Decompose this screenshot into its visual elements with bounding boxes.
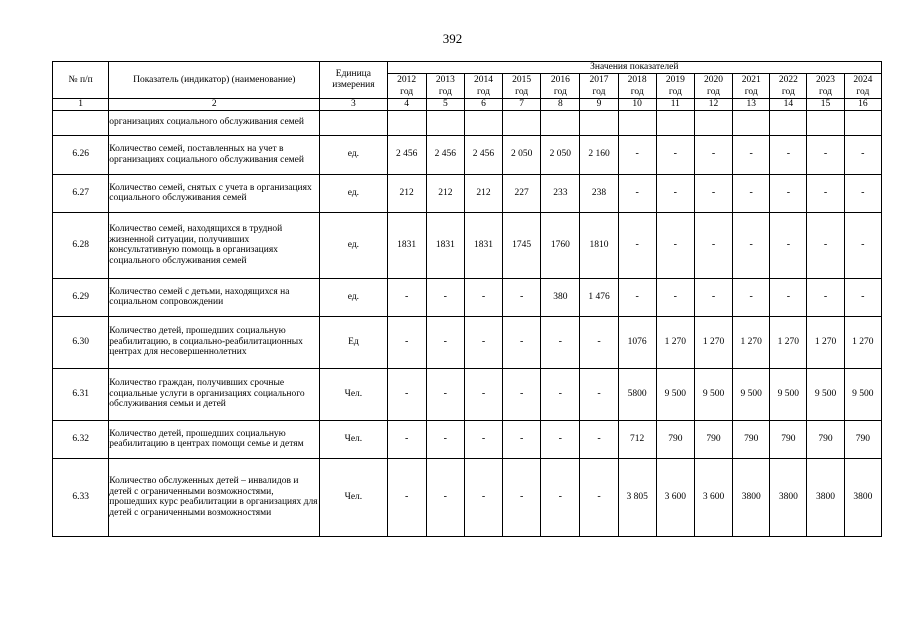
value-cell xyxy=(503,110,541,135)
table-body xyxy=(53,110,882,536)
row-number: 6.29 xyxy=(53,278,109,316)
value-cell: 233 xyxy=(541,174,580,212)
value-cell: 9 500 xyxy=(656,368,694,420)
column-number-cell: 4 xyxy=(387,98,426,110)
year-header-cell xyxy=(387,73,426,98)
value-cell: - xyxy=(770,135,807,174)
column-number-cell: 7 xyxy=(503,98,541,110)
column-number-row xyxy=(53,98,882,110)
value-cell: 790 xyxy=(733,420,770,458)
table-row xyxy=(53,174,882,212)
value-cell: - xyxy=(694,278,732,316)
column-number-cell: 3 xyxy=(320,98,387,110)
value-cell: - xyxy=(464,316,502,368)
value-cell xyxy=(656,110,694,135)
row-number: 6.30 xyxy=(53,316,109,368)
row-number: 6.26 xyxy=(53,135,109,174)
value-cell xyxy=(387,110,426,135)
value-cell: - xyxy=(541,420,580,458)
value-cell: 3 805 xyxy=(618,458,656,536)
value-cell: 380 xyxy=(541,278,580,316)
value-cell xyxy=(618,110,656,135)
table-row xyxy=(53,110,882,135)
value-cell: - xyxy=(464,420,502,458)
value-cell: - xyxy=(541,458,580,536)
unit-cell: Чел. xyxy=(320,458,387,536)
value-cell xyxy=(844,110,881,135)
value-cell: - xyxy=(656,278,694,316)
value-cell: 3 600 xyxy=(694,458,732,536)
value-cell: - xyxy=(426,368,464,420)
value-cell: - xyxy=(387,458,426,536)
year-header-cell xyxy=(580,73,618,98)
year-suffix: год xyxy=(553,86,567,97)
value-cell: - xyxy=(580,316,618,368)
value-cell: 1 270 xyxy=(807,316,844,368)
value-cell: - xyxy=(387,278,426,316)
value-cell: 238 xyxy=(580,174,618,212)
year-suffix: год xyxy=(477,86,490,97)
value-cell: 212 xyxy=(426,174,464,212)
column-number-cell: 15 xyxy=(807,98,844,110)
value-cell: - xyxy=(807,278,844,316)
value-cell: - xyxy=(807,135,844,174)
year-header-cell xyxy=(694,73,732,98)
year-suffix: год xyxy=(707,86,721,97)
header-values: Значения показателей xyxy=(387,62,881,74)
value-cell: 212 xyxy=(387,174,426,212)
value-cell: 9 500 xyxy=(807,368,844,420)
value-cell: - xyxy=(694,212,732,278)
value-cell: - xyxy=(844,278,881,316)
value-cell: 2 160 xyxy=(580,135,618,174)
value-cell: - xyxy=(541,316,580,368)
value-cell: 1 270 xyxy=(844,316,881,368)
column-number-cell: 10 xyxy=(618,98,656,110)
value-cell: - xyxy=(426,278,464,316)
value-cell: 1831 xyxy=(464,212,502,278)
value-cell: 1076 xyxy=(618,316,656,368)
year-suffix: год xyxy=(781,86,795,97)
value-cell: - xyxy=(733,212,770,278)
year-suffix: год xyxy=(592,86,606,97)
value-cell: - xyxy=(618,278,656,316)
row-number xyxy=(53,110,109,135)
value-cell: 712 xyxy=(618,420,656,458)
column-number-cell: 1 xyxy=(53,98,109,110)
value-cell: 1831 xyxy=(387,212,426,278)
year-label: 2024 xyxy=(853,74,873,85)
value-cell: 790 xyxy=(807,420,844,458)
indicator-name: Количество детей, прошедших социальную реабилитацию, в социально-реабилитационных центрах для несовершеннолетних xyxy=(109,316,320,368)
unit-cell: ед. xyxy=(320,212,387,278)
value-cell: - xyxy=(770,174,807,212)
table-header xyxy=(53,62,882,111)
value-cell: 1 270 xyxy=(733,316,770,368)
value-cell: - xyxy=(844,212,881,278)
table-row xyxy=(53,278,882,316)
year-label: 2012 xyxy=(397,74,417,85)
year-header-cell xyxy=(426,73,464,98)
value-cell: - xyxy=(387,316,426,368)
indicator-name: Количество семей, поставленных на учет в организациях социального обслуживания семей xyxy=(109,135,320,174)
year-header-cell xyxy=(503,73,541,98)
year-label: 2023 xyxy=(816,74,836,85)
value-cell: 790 xyxy=(770,420,807,458)
year-header-cell xyxy=(656,73,694,98)
value-cell: - xyxy=(464,458,502,536)
year-label: 2020 xyxy=(704,74,724,85)
year-suffix: год xyxy=(630,86,644,97)
value-cell: 5800 xyxy=(618,368,656,420)
value-cell xyxy=(541,110,580,135)
value-cell: - xyxy=(770,212,807,278)
year-label: 2022 xyxy=(778,74,798,85)
value-cell: 1 476 xyxy=(580,278,618,316)
value-cell: - xyxy=(387,420,426,458)
year-suffix: год xyxy=(819,86,833,97)
year-suffix: год xyxy=(744,86,758,97)
value-cell: 9 500 xyxy=(844,368,881,420)
indicators-table xyxy=(52,61,882,537)
value-cell: 9 500 xyxy=(770,368,807,420)
value-cell: - xyxy=(618,135,656,174)
year-header-cell xyxy=(844,73,881,98)
value-cell: - xyxy=(426,316,464,368)
value-cell: - xyxy=(618,174,656,212)
value-cell: - xyxy=(503,316,541,368)
header-unit: Единица измерения xyxy=(320,62,387,99)
value-cell: 2 456 xyxy=(464,135,502,174)
value-cell: - xyxy=(503,458,541,536)
unit-cell: ед. xyxy=(320,135,387,174)
year-suffix: год xyxy=(515,86,529,97)
year-header-cell xyxy=(464,73,502,98)
year-header-cell xyxy=(807,73,844,98)
unit-cell: Ед xyxy=(320,316,387,368)
value-cell: - xyxy=(580,458,618,536)
value-cell: 2 456 xyxy=(387,135,426,174)
row-number: 6.33 xyxy=(53,458,109,536)
column-number-cell: 14 xyxy=(770,98,807,110)
row-number: 6.32 xyxy=(53,420,109,458)
year-header-cell xyxy=(770,73,807,98)
value-cell: 1 270 xyxy=(694,316,732,368)
year-label: 2014 xyxy=(473,74,493,85)
indicator-name: Количество семей, снятых с учета в организациях социального обслуживания семей xyxy=(109,174,320,212)
year-suffix: год xyxy=(438,86,452,97)
column-number-cell: 5 xyxy=(426,98,464,110)
year-label: 2018 xyxy=(627,74,647,85)
value-cell: 9 500 xyxy=(694,368,732,420)
year-suffix: год xyxy=(856,86,870,97)
value-cell: 227 xyxy=(503,174,541,212)
value-cell: - xyxy=(580,368,618,420)
value-cell: - xyxy=(503,368,541,420)
year-label: 2016 xyxy=(550,74,570,85)
value-cell xyxy=(694,110,732,135)
indicator-name: Количество семей с детьми, находящихся на социальном сопровождении xyxy=(109,278,320,316)
year-label: 2021 xyxy=(741,74,761,85)
value-cell: - xyxy=(844,174,881,212)
indicator-name: организациях социального обслуживания семей xyxy=(109,110,320,135)
indicator-name: Количество семей, находящихся в трудной жизненной ситуации, получивших консультативную помощь в организациях социального обслуживания семей xyxy=(109,212,320,278)
value-cell xyxy=(733,110,770,135)
value-cell: 1760 xyxy=(541,212,580,278)
value-cell: 2 050 xyxy=(503,135,541,174)
value-cell: - xyxy=(694,174,732,212)
value-cell: 3800 xyxy=(807,458,844,536)
value-cell: - xyxy=(733,278,770,316)
value-cell xyxy=(426,110,464,135)
value-cell: - xyxy=(426,420,464,458)
year-suffix: год xyxy=(668,86,682,97)
year-header-cell xyxy=(733,73,770,98)
value-cell: - xyxy=(426,458,464,536)
row-number: 6.27 xyxy=(53,174,109,212)
value-cell: - xyxy=(733,174,770,212)
value-cell: - xyxy=(618,212,656,278)
column-number-cell: 6 xyxy=(464,98,502,110)
value-cell: - xyxy=(503,420,541,458)
value-cell xyxy=(807,110,844,135)
header-num: № п/п xyxy=(53,62,109,99)
table-row xyxy=(53,368,882,420)
unit-cell: ед. xyxy=(320,278,387,316)
value-cell: - xyxy=(464,278,502,316)
value-cell: 3800 xyxy=(770,458,807,536)
value-cell: - xyxy=(844,135,881,174)
value-cell: 9 500 xyxy=(733,368,770,420)
table-row xyxy=(53,458,882,536)
value-cell: 1810 xyxy=(580,212,618,278)
column-number-cell: 9 xyxy=(580,98,618,110)
column-number-cell: 11 xyxy=(656,98,694,110)
table-row xyxy=(53,420,882,458)
unit-cell: Чел. xyxy=(320,420,387,458)
year-label: 2015 xyxy=(512,74,532,85)
value-cell: - xyxy=(503,278,541,316)
column-number-cell: 8 xyxy=(541,98,580,110)
value-cell: - xyxy=(656,135,694,174)
value-cell: - xyxy=(656,212,694,278)
value-cell: 3 600 xyxy=(656,458,694,536)
value-cell: 1831 xyxy=(426,212,464,278)
value-cell: - xyxy=(694,135,732,174)
table-row xyxy=(53,316,882,368)
value-cell: - xyxy=(807,212,844,278)
table-row xyxy=(53,135,882,174)
value-cell: 212 xyxy=(464,174,502,212)
column-number-cell: 16 xyxy=(844,98,881,110)
column-number-cell: 2 xyxy=(109,98,320,110)
value-cell: 2 456 xyxy=(426,135,464,174)
value-cell: 790 xyxy=(656,420,694,458)
value-cell xyxy=(770,110,807,135)
value-cell: - xyxy=(387,368,426,420)
indicator-name: Количество граждан, получивших срочные социальные услуги в организациях социального обслуживания семьи и детей xyxy=(109,368,320,420)
year-header-cell xyxy=(618,73,656,98)
year-header-cell xyxy=(541,73,580,98)
value-cell: 1 270 xyxy=(656,316,694,368)
year-label: 2017 xyxy=(589,74,609,85)
year-label: 2013 xyxy=(435,74,455,85)
value-cell: 790 xyxy=(694,420,732,458)
indicator-name: Количество обслуженных детей – инвалидов и детей с ограниченными возможностями, прошедших курс реабилитации в организациях для детей с ограниченными возможностями xyxy=(109,458,320,536)
year-label: 2019 xyxy=(665,74,685,85)
value-cell: - xyxy=(580,420,618,458)
value-cell: 1 270 xyxy=(770,316,807,368)
indicator-name: Количество детей, прошедших социальную реабилитацию в центрах помощи семье и детям xyxy=(109,420,320,458)
column-number-cell: 12 xyxy=(694,98,732,110)
page-number: 392 xyxy=(442,31,463,46)
value-cell: 790 xyxy=(844,420,881,458)
unit-cell: Чел. xyxy=(320,368,387,420)
value-cell xyxy=(580,110,618,135)
value-cell: - xyxy=(807,174,844,212)
year-suffix: год xyxy=(400,86,414,97)
value-cell: 3800 xyxy=(844,458,881,536)
header-indicator: Показатель (индикатор) (наименование) xyxy=(109,62,320,99)
value-cell: 1745 xyxy=(503,212,541,278)
row-number: 6.28 xyxy=(53,212,109,278)
value-cell: - xyxy=(541,368,580,420)
unit-cell xyxy=(320,110,387,135)
unit-cell: ед. xyxy=(320,174,387,212)
value-cell: - xyxy=(464,368,502,420)
value-cell: 2 050 xyxy=(541,135,580,174)
value-cell: 3800 xyxy=(733,458,770,536)
value-cell xyxy=(464,110,502,135)
column-number-cell: 13 xyxy=(733,98,770,110)
row-number: 6.31 xyxy=(53,368,109,420)
table-row xyxy=(53,212,882,278)
value-cell: - xyxy=(656,174,694,212)
value-cell: - xyxy=(770,278,807,316)
value-cell: - xyxy=(733,135,770,174)
